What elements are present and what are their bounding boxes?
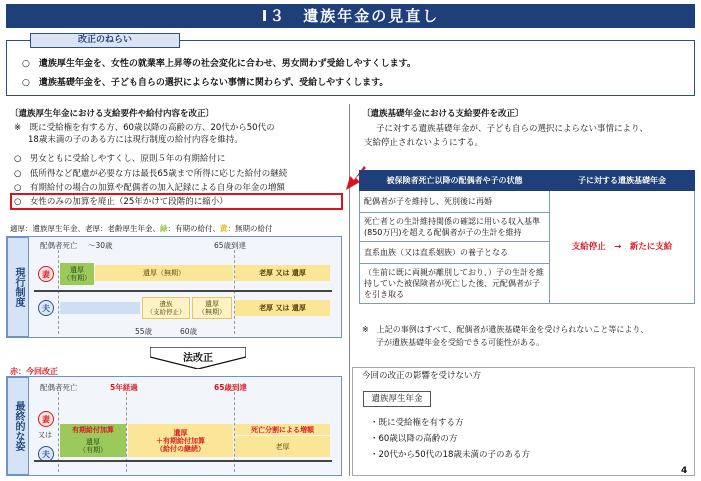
basic-pension-table [359,170,695,304]
right-desc-2: 支給停止されないようにする。 [364,138,484,148]
current-death-label: 配偶者死亡 [40,241,78,250]
impact-item: ・20代から50代の18歳未満の子のある方 [370,450,530,460]
current-age30: ～30歳 [88,241,113,250]
page-title: Ⅰ３ 遺族年金の見直し [6,4,695,28]
current-system-diagram [6,236,342,338]
wife-after65-bar: 老厚 又は 遺厚 [235,265,330,281]
bullet-4: ○ 女性のみの加算を廃止（25年かけて段階的に縮小） [14,197,228,207]
wife-yellow-bar: 遺厚（無期） [95,265,233,281]
new-after65-bar: 老厚 [235,436,330,457]
legend [10,223,273,234]
husband-after65-bar: 老厚 又は 遺厚 [235,300,330,316]
legend-suffix: ：無期の給付 [227,224,273,233]
table-row: 配偶者が子を維持し、死別後に再婚 [360,191,550,213]
impact-item: ・既に受給権を有する方 [370,418,464,428]
legend-mid: ：有期の給付、 [167,224,220,233]
wife-green-bar: 遺厚 （有期） [60,263,94,285]
new-wife-circle: 妻 [38,411,54,427]
legend-prefix: 適厚：遺族厚生年金、老厚：老齢厚生年金、 [10,224,160,233]
page-number: 4 [681,466,688,476]
new-green-bottom: 遺厚 （有期） [60,435,126,457]
table-row: （生前に既に両親が離別しており、）子の生計を維持していた被保険者が死亡した後、元配偶者が子を引き取る [360,264,550,304]
husband-yellow-bar: 遺厚 （無期） [192,297,232,319]
bullet-2: ○ 低所得など配慮が必要な方は最長65歳まで所得に応じた給付の継続 [14,169,288,179]
new-split-bar: 死亡分割による増額 [235,424,330,435]
column-divider [349,104,350,476]
right-note-1: ※ 上記の事例はすべて、配偶者が遺族基礎年金を受けられないこと等により、 [362,325,649,334]
new-mid-bar: 遺厚 ＋有期給付加算 （給付の継続） [128,424,233,457]
new-green-top: 有期給付加算 [60,424,126,435]
age55-label: 55歳 [135,327,153,336]
right-heading: 〔遺族基礎年金における支給要件を改正〕 [362,109,524,119]
husband-circle: 夫 [38,300,54,316]
current-age65: 65歳到達 [214,241,247,250]
new-husband-circle: 夫 [38,446,54,462]
aim-line-employees: ○ 遺族厚生年金を、女性の就業率上昇等の社会変化に合わせ、男女問わず受給しやすくします。 [22,59,416,69]
employees-pension-label: 遺族厚生年金 [363,391,431,407]
husband-blank-bar [60,302,140,314]
new-axis [34,460,332,462]
right-desc-1: 子に対する遺族基礎年金が、子ども自らの選択によらない事情により、 [376,124,649,134]
or-label: 又は [38,431,52,439]
current-axis [34,290,332,292]
legend-green: 緑 [160,224,168,233]
new-side-label: 最終的な姿 [7,377,29,475]
right-note-2: 子が遺族基礎年金を受給できる可能性がある。 [376,338,544,347]
wife-circle: 妻 [38,266,54,282]
legend-yellow: 黄 [220,224,228,233]
table-result: 支給停止 → 新たに支給 [550,191,695,304]
table-row: 直系血族（又は直系姻族）の養子となる [360,242,550,264]
aim-label: 改正のねらい [30,33,180,48]
age60-label: 60歳 [180,327,198,336]
bullet-1: ○ 男女ともに受給しやすくし、原則５年の有期給付に [14,154,226,164]
left-note-2: 18歳未満の子のある方には現行制度の給付内容を維持。 [28,135,243,145]
dash-death [58,250,59,334]
husband-suspended-bar: 遺族 （支給停止） [142,297,190,319]
table-header-state: 被保険者死亡以降の配偶者や子の状態 [360,171,550,191]
table-header-pension: 子に対する遺族基礎年金 [550,171,695,191]
five-years-label: 5年経過 [110,383,138,392]
red-note: 赤：今回改正 [10,367,58,376]
aim-line-basic: ○ 遺族基礎年金を、子ども自らの選択によらない事情に関わらず、受給しやすくします。 [22,78,389,88]
impact-title: 今回の改正の影響を受けない方 [362,371,482,381]
current-side-label: 現行制度 [7,237,29,337]
dash-65 [234,250,235,334]
bullet-3: ○ 有期給付の場合の加算や配偶者の加入記録による自身の年金の増額 [14,183,285,193]
law-change-label: 法改正 [183,353,213,364]
table-row: 死亡者との生計維持関係の確認に用いる収入基準(850万円)を超える配偶者が子の生計を維持 [360,213,550,242]
new-death-label: 配偶者死亡 [40,383,78,392]
new-age65-label: 65歳到達 [214,383,247,392]
left-note-1: ※ 既に受給権を有する方、60歳以降の高齢の方、20代から50代の [14,123,275,133]
left-heading: 〔遺族厚生年金における支給要件や給付内容を改正〕 [10,109,215,119]
impact-item: ・60歳以降の高齢の方 [370,434,458,444]
